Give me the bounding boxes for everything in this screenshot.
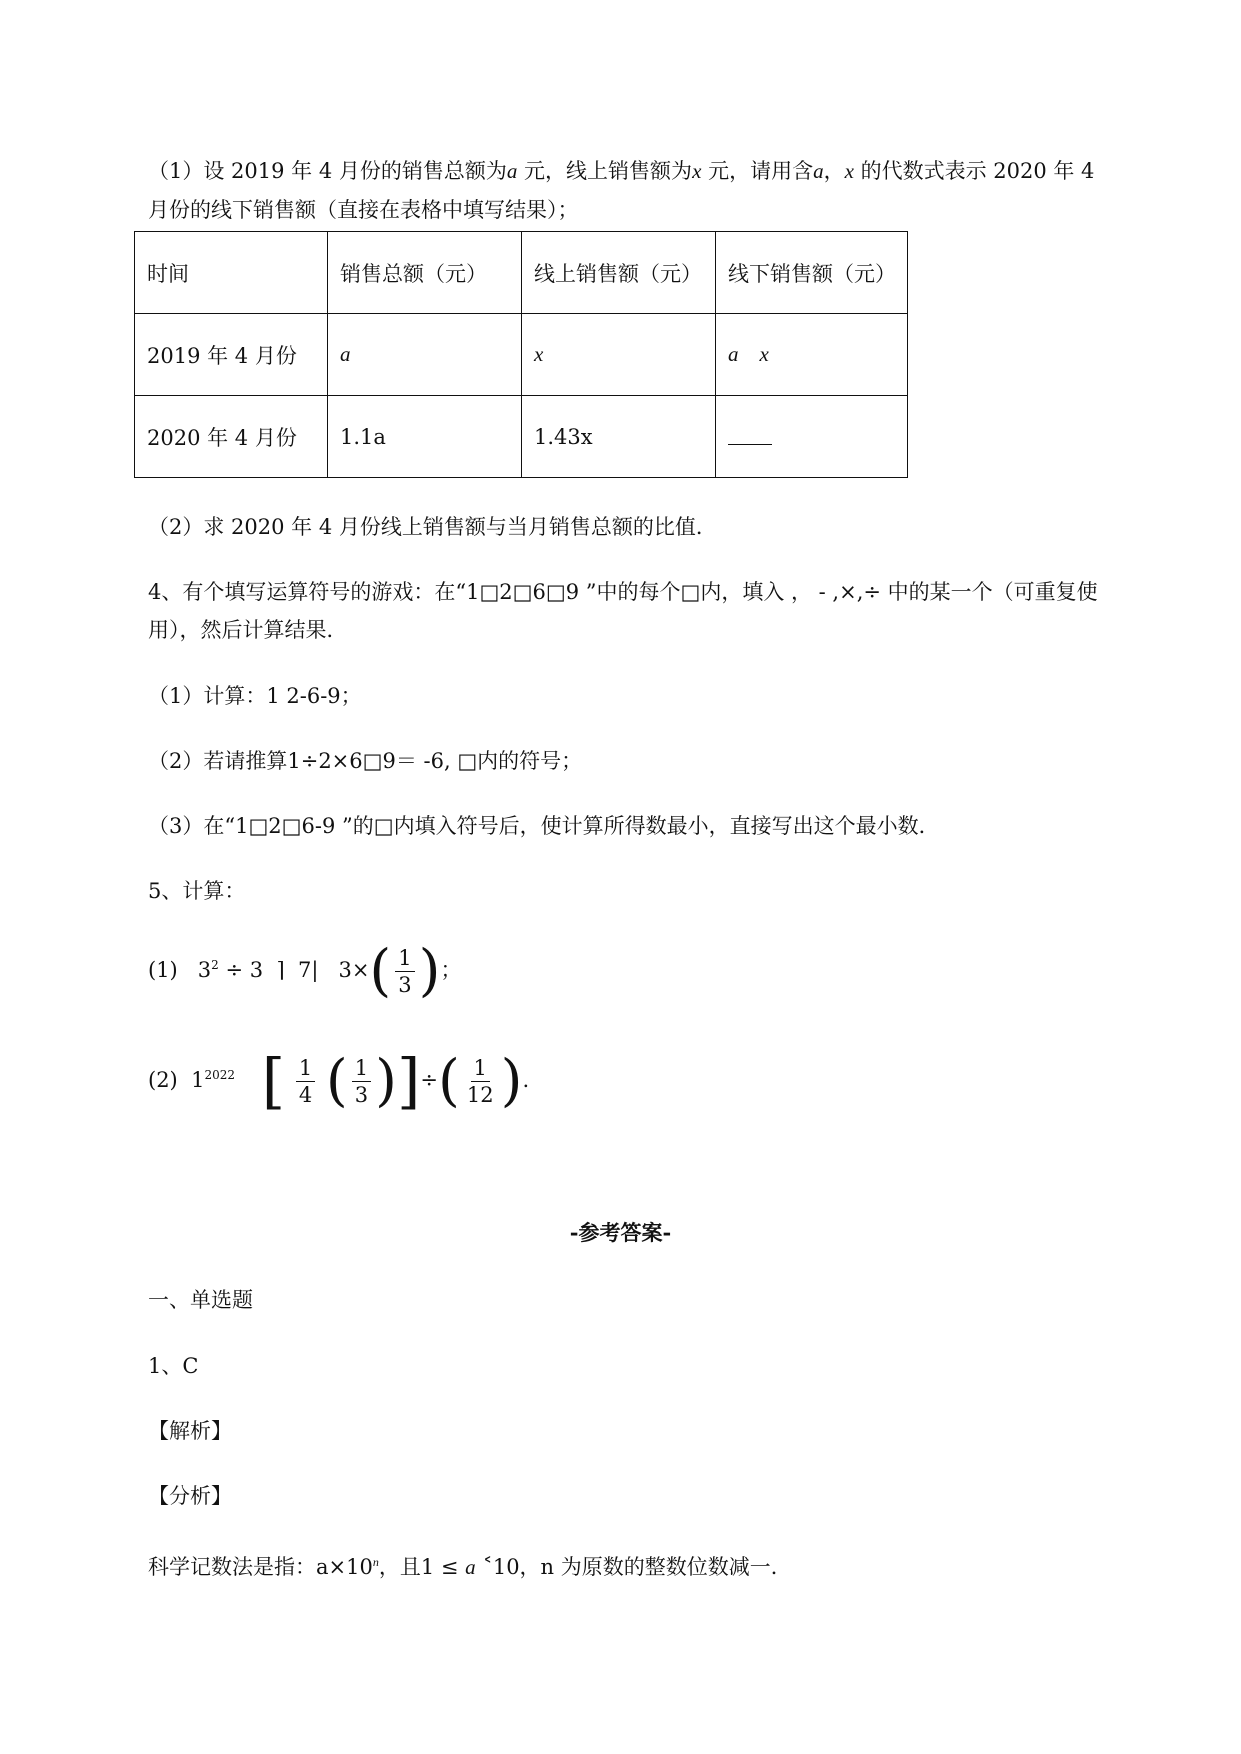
table-cell: 2020 年 4 月份 xyxy=(135,396,328,478)
q3-part2: （2）求 2020 年 4 月份线上销售额与当月销售总额的比值． xyxy=(148,515,717,539)
answer-item: 1、C xyxy=(148,1354,199,1378)
q5-title: 5、计算： xyxy=(148,879,246,903)
q4-line2: 用），然后计算结果． xyxy=(148,618,348,642)
fraction: $\frac{1}{4}$ xyxy=(296,1055,315,1108)
q4-line1: 4、有个填写运算符号的游戏：在“1□2□6□9 ”中的每个□内，填入 ， - ,×,÷ 中的某一个（可重复使 xyxy=(148,580,1098,604)
table-cell: 1.43x xyxy=(522,396,716,478)
fraction: $\frac{1}{12}$ xyxy=(466,1056,494,1107)
q3-part1-line2: 月份的线下销售额（直接在表格中填写结果）； xyxy=(148,198,579,222)
table-row xyxy=(135,314,908,396)
fraction: $\frac{1}{3}$ xyxy=(352,1055,371,1108)
analysis-tag: 【解析】 xyxy=(148,1419,232,1443)
q4-part2: （2）若请推算1÷2×6□9＝ -6, □内的符号； xyxy=(148,749,583,773)
table-header-cell: 线下销售额（元） xyxy=(716,232,908,314)
var-a: a xyxy=(506,159,518,183)
sales-table xyxy=(134,231,908,478)
answer-blank xyxy=(728,424,772,445)
q5-part2: (2) $1^{2022}$ [ $\frac{1}{4}$ ( $\frac{1}{3}$ )]÷( $\frac{1}{12}$ ). xyxy=(148,1046,530,1117)
answer-blank-cell xyxy=(716,396,908,478)
table-header-cell: 时间 xyxy=(135,232,328,314)
sci-notation-line: 科学记数法是指：$a\times 10^n$，且1 ≤ a ˂10，n 为原数的整数位数减一． xyxy=(148,1555,792,1579)
table-header-cell: 销售总额（元） xyxy=(328,232,522,314)
var-x: x xyxy=(692,159,702,183)
q4-part1: （1）计算：1 2-6-9； xyxy=(148,684,362,708)
fraction: $\frac{1}{3}$ xyxy=(395,945,414,998)
table-cell: a x xyxy=(716,314,908,396)
table-header-cell: 线上销售额（元） xyxy=(522,232,716,314)
answers-heading: -参考答案- xyxy=(569,1220,672,1245)
table-row xyxy=(135,396,908,478)
table-cell: a xyxy=(328,314,522,396)
q5-part1: (1) $3^2 \div 3$ ⌉ 7| 3×( $\frac{1}{3}$ )； xyxy=(148,938,462,1004)
table-cell: 2019 年 4 月份 xyxy=(135,314,328,396)
q3-part1-line1: （1）设 2019 年 4 月份的销售总额为a 元，线上销售额为x 元，请用含a，x 的代数式表示 2020 年 4 xyxy=(148,159,1095,183)
q4-part3: （3）在“1□2□6-9 ”的□内填入符号后，使计算所得数最小，直接写出这个最小数． xyxy=(148,814,940,838)
table-header-row xyxy=(135,232,908,314)
table-cell: x xyxy=(522,314,716,396)
fenxi-tag: 【分析】 xyxy=(148,1484,232,1508)
table-cell: 1.1a xyxy=(328,396,522,478)
answers-section: 一、单选题 xyxy=(148,1288,253,1312)
